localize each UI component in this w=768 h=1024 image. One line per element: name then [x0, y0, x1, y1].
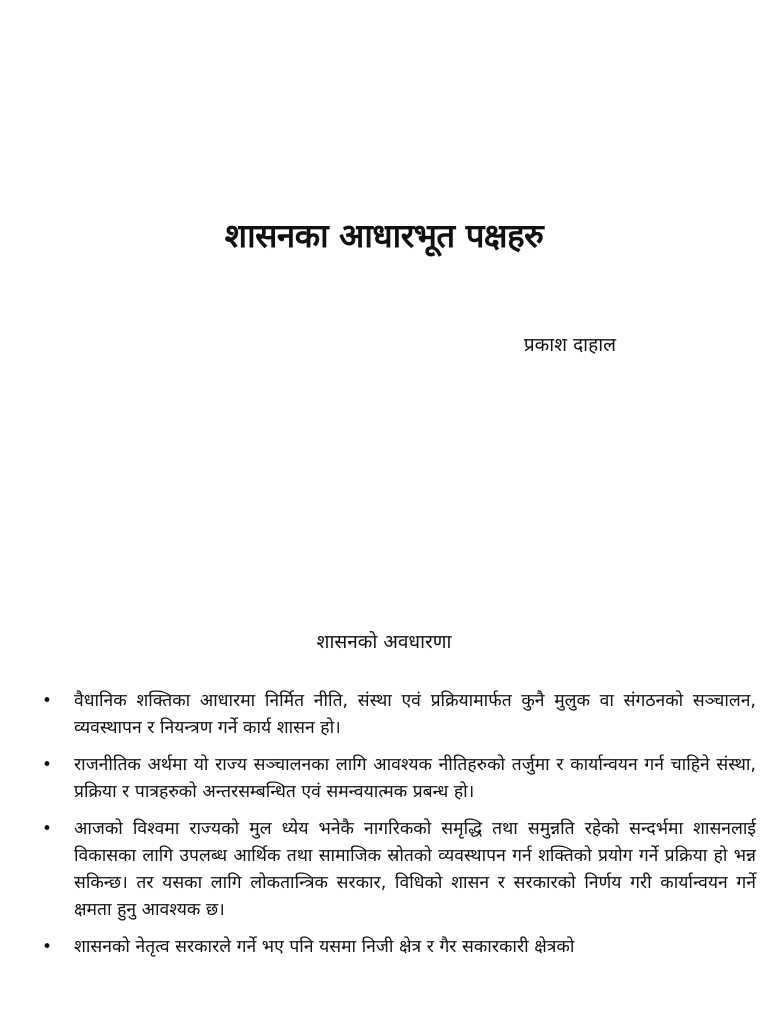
list-item-text: राजनीतिक अर्थमा यो राज्य सञ्चालनका लागि आवश्यक नीतिहरुको तर्जुमा र कार्यान्वयन गर्न चाहिने संस्था, प्रक्रिया र पात्रहरुको अन्तरसम्बन्धित एवं समन्वयात्मक प्रबन्ध हो। [74, 755, 756, 802]
list-item-text: आजको विश्वमा राज्यको मुल ध्येय भनेकै नागरिकको समृद्धि तथा समुन्नति रहेको सन्दर्भमा शासनलाई विकासका लागि उपलब्ध आर्थिक तथा सामाजिक स्रोतको व्यवस्थापन गर्न शक्तिको प्रयोग गर्ने प्रक्रिया हो भन्न सकिन्छ। तर यसका लागि लोकतान्त्रिक सरकार, विधिको शासन र सरकारको निर्णय गरी कार्यान्वयन गर्ने क्षमता हुनु आवश्यक छ। [74, 819, 756, 920]
bullet-icon: • [42, 819, 53, 839]
list-item [38, 816, 756, 924]
list-item-text: वैधानिक शक्तिका आधारमा निर्मित नीति, संस्था एवं प्रक्रियामार्फत कुनै मुलुक वा संगठनको सञ्चालन, व्यवस्थापन र नियन्त्रण गर्ने कार्य शासन हो। [74, 691, 756, 738]
document-title: शासनका आधारभूत पक्षहरु [224, 216, 544, 255]
list-item [38, 934, 756, 961]
author-name: प्रकाश दाहाल [523, 334, 616, 356]
section-heading: शासनको अवधारणा [316, 631, 452, 653]
list-item [38, 688, 756, 742]
list-item-text: शासनको नेतृत्व सरकारले गर्ने भए पनि यसमा निजी क्षेत्र र गैर सकारकारी क्षेत्रको [74, 937, 575, 957]
bullet-icon: • [42, 937, 53, 957]
bullet-list [38, 688, 756, 971]
bullet-icon: • [42, 755, 53, 775]
list-item [38, 752, 756, 806]
bullet-icon: • [42, 691, 53, 711]
